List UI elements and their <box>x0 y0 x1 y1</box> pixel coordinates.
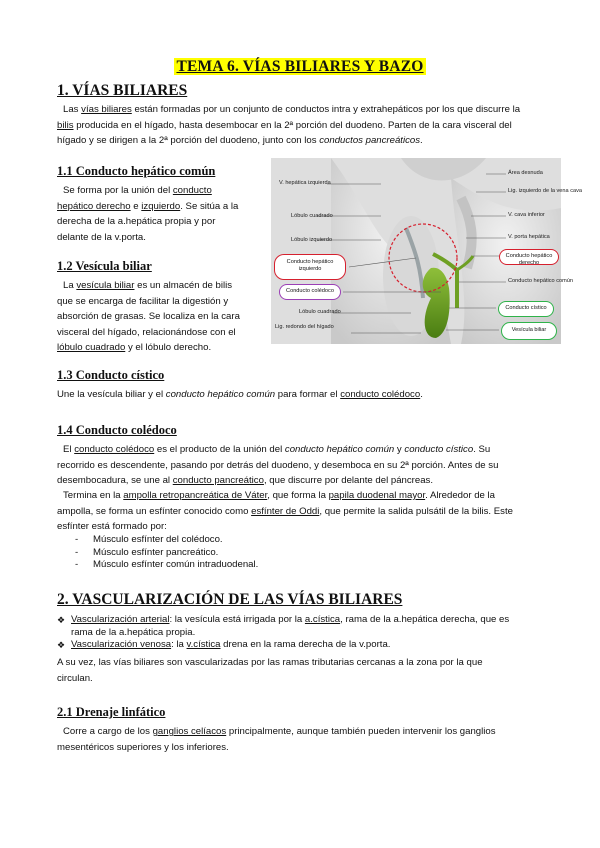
body-text: desembocadura, se une al <box>57 475 173 487</box>
term-conducto-coledoco: conducto colédoco <box>74 444 155 455</box>
label-lobulo-cuadrado: Lóbulo cuadrado <box>291 213 333 219</box>
label-lobulo-cuadrado-bottom: Lóbulo cuadrado <box>299 309 341 315</box>
label-lig-redondo: Lig. redondo del hígado <box>275 324 334 330</box>
label-lig-izquierdo-vena-cava: Lig. izquierdo de la vena cava <box>508 188 583 194</box>
list-item: - Músculo esfínter del colédoco. <box>75 534 258 547</box>
body-text: esfínter está formado por: <box>57 521 167 533</box>
body-text: derecha de la a.hepática propia y por <box>57 216 216 228</box>
body-text: La <box>63 280 77 291</box>
label-conducto-hepatico-comun: Conducto hepático común <box>508 278 573 284</box>
term-conducto-hepatico-comun: conducto hepático común <box>165 389 276 400</box>
term-ampolla-vater: ampolla retropancreática de Váter <box>123 490 268 501</box>
term-papila-duodenal: papila duodenal mayor <box>328 490 426 501</box>
list-item <box>57 639 557 652</box>
label-area-desnuda: Área desnuda <box>508 170 543 176</box>
section-1-1-heading: 1.1 Conducto hepático común <box>57 164 216 178</box>
anatomy-figure <box>271 158 583 344</box>
body-text: Se forma por la unión del <box>63 185 173 196</box>
label-v-porta-hepatica: V. porta hepática <box>508 234 550 240</box>
term-vascularizacion-venosa: Vascularización venosa <box>71 639 172 650</box>
intro-text: Las <box>63 104 82 115</box>
body-text: mesentéricos superiores y los inferiores. <box>57 741 229 753</box>
body-text: recorrido es descendente, pasando por detrás del duodeno, y desemboca en su 2ª porción. Antes de su <box>57 459 499 471</box>
section-1-3-body <box>57 387 557 403</box>
section-2-heading: 2. VASCULARIZACIÓN DE LAS VÍAS BILIARES <box>57 591 403 608</box>
intro-text: están formadas por un conjunto de conductos intra y extrahepáticos por los que discurre la <box>131 104 521 115</box>
term-conducto: conducto <box>172 185 212 196</box>
body-text: . <box>420 389 423 400</box>
intro-text: hígado y se dirigen a la 2ª porción del duodeno, junto con los <box>57 135 320 147</box>
body-text: ampolla, se forma un esfínter conocido como <box>57 505 252 517</box>
list-item: - Músculo esfínter pancreático. <box>75 547 258 560</box>
section-1-4-heading: 1.4 Conducto colédoco <box>57 423 177 437</box>
body-text: es un almacén de bilis <box>134 280 233 291</box>
intro-term-conductos-pancreaticos: conductos pancreáticos <box>319 135 421 147</box>
body-text: . Alrededor de la <box>425 490 496 501</box>
box-vesicula-biliar: Vesícula biliar <box>501 322 557 340</box>
section-1-4-paragraph-2 <box>57 488 557 535</box>
term-esfinter-oddi: esfínter de Oddi <box>251 505 320 517</box>
body-text: Corre a cargo de los <box>63 726 153 737</box>
vascularization-list <box>57 614 557 652</box>
term-izquierdo: izquierdo <box>141 200 181 212</box>
body-text: que se encarga de facilitar la digestión y <box>57 295 229 307</box>
list-item <box>57 614 557 639</box>
section-2-1-heading: 2.1 Drenaje linfático <box>57 705 166 719</box>
section-1-3-heading: 1.3 Conducto cístico <box>57 368 165 382</box>
body-text: drena en la rama derecha de la v.porta. <box>220 639 391 650</box>
section-1-heading: 1. VÍAS BILIARES <box>57 82 188 99</box>
body-text: A su vez, las vías biliares son vascularizadas por las ramas tributarias cercanas a la zona por la que <box>57 657 483 668</box>
box-conducto-cistico: Conducto cístico <box>498 301 554 317</box>
term-a-cistica: a.cística <box>304 614 341 625</box>
section-2-1-body <box>57 724 557 755</box>
body-text: e <box>130 200 142 212</box>
body-text: circulan. <box>57 672 93 684</box>
term-conducto-hepatico-comun: conducto hepático común <box>284 444 395 455</box>
body-text: absorción de grasas. Se localiza en la cara <box>57 311 240 323</box>
label-v-hepatica-izquierda: V. hepática izquierda <box>279 180 331 186</box>
term-hepatico-derecho: hepático derecho <box>57 200 131 212</box>
term-ganglios-celiacos: ganglios celíacos <box>152 726 227 737</box>
term-vesicula-biliar: vesícula biliar <box>76 280 135 291</box>
term-lobulo-cuadrado: lóbulo cuadrado <box>57 342 126 354</box>
body-text: , rama de la a.hepática derecha, que es <box>340 614 510 625</box>
box-conducto-hepatico-izquierdo: Conducto hepático izquierdo <box>274 254 346 280</box>
diamond-bullet-icon: ❖ <box>57 615 66 625</box>
section-2-paragraph <box>57 655 557 686</box>
body-text: , que permite la salida pulsátil de la bilis. Este <box>319 505 513 517</box>
box-conducto-coledoco: Conducto colédoco <box>279 284 341 300</box>
section-1-1-body <box>57 183 267 245</box>
intro-term-vias-biliares: vías biliares <box>81 104 132 115</box>
body-text: rama de la a.hepática propia. <box>71 626 196 638</box>
section-1-intro <box>57 102 557 149</box>
body-text: visceral del hígado, relacionándose con el <box>57 326 236 338</box>
body-text: y <box>394 444 405 455</box>
label-v-cava-inferior: V. cava inferior <box>508 212 545 218</box>
body-text: Termina en la <box>63 490 124 501</box>
body-text: . Se sitúa a la <box>180 200 239 212</box>
section-1-2-heading: 1.2 Vesícula biliar <box>57 259 152 273</box>
term-conducto-cistico: conducto cístico <box>404 444 474 455</box>
intro-text: producida en el hígado, hasta desembocar en la 2ª porción del duodeno. Parten de la cara visceral del <box>73 119 512 131</box>
body-text: para formar el <box>275 389 341 400</box>
body-text: y el lóbulo derecho. <box>125 342 212 354</box>
body-text: . Su <box>473 444 491 455</box>
intro-term-bilis: bilis <box>57 119 74 131</box>
body-text: es el producto de la unión del <box>154 444 285 455</box>
document-title-text: TEMA 6. VÍAS BILIARES Y BAZO <box>176 58 424 75</box>
body-text: , que discurre por delante del páncreas. <box>263 475 433 487</box>
term-conducto-coledoco: conducto colédoco <box>340 389 421 400</box>
term-conducto-pancreatico: conducto pancreático <box>172 475 264 487</box>
diamond-bullet-icon: ❖ <box>57 640 66 650</box>
list-item: - Músculo esfínter común intraduodenal. <box>75 559 258 572</box>
body-text: El <box>63 444 75 455</box>
body-text: : la vesícula está irrigada por la <box>169 614 305 625</box>
body-text: , que forma la <box>267 490 329 501</box>
sphincter-list <box>75 534 258 572</box>
body-text: Une la vesícula biliar y el <box>57 389 166 400</box>
body-text: principalmente, aunque también pueden intervenir los ganglios <box>226 726 496 737</box>
document-title <box>0 58 600 76</box>
term-vascularizacion-arterial: Vascularización arterial <box>71 614 170 625</box>
box-conducto-hepatico-derecho: Conducto hepático derecho <box>499 249 559 265</box>
body-text: delante de la v.porta. <box>57 231 146 243</box>
term-v-cistica: v.cística <box>186 639 221 650</box>
section-1-2-body <box>57 278 267 356</box>
intro-text: . <box>420 135 423 147</box>
label-lobulo-izquierdo: Lóbulo izquierdo <box>291 237 333 243</box>
section-1-4-paragraph-1 <box>57 442 557 489</box>
body-text: : la <box>171 639 187 650</box>
